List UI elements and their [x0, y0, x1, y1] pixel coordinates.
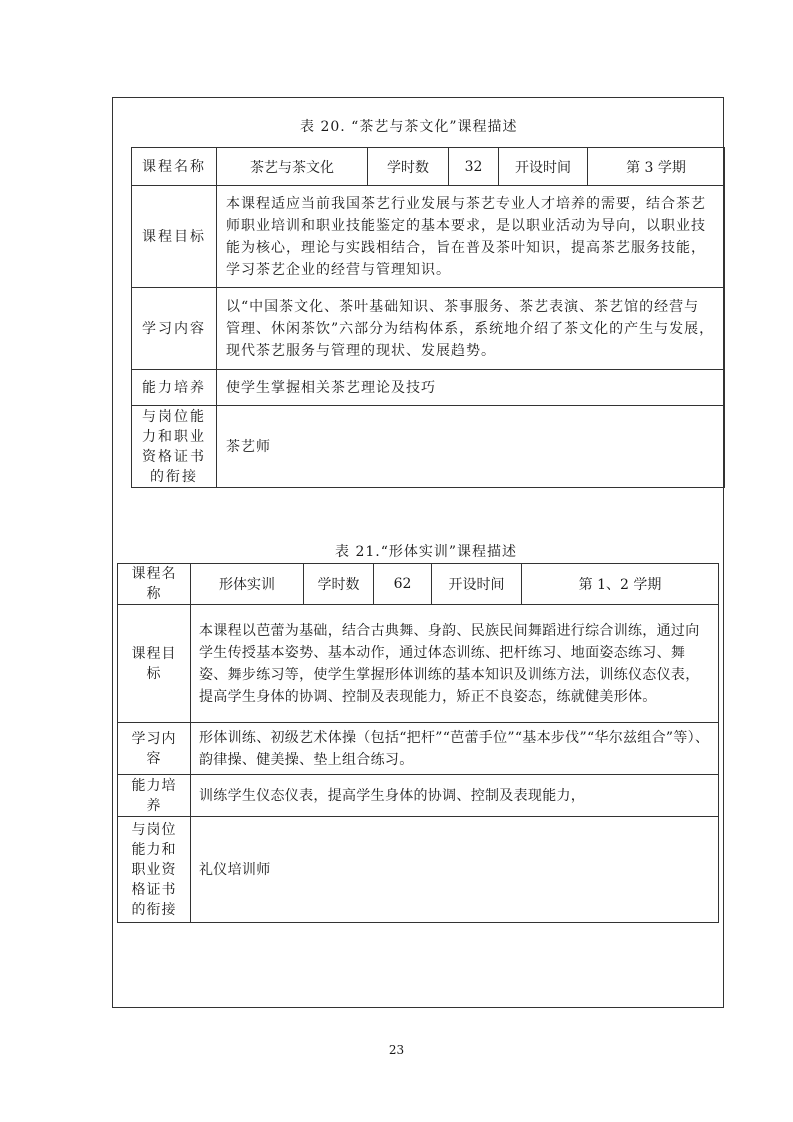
course-table-tea-art — [131, 147, 725, 488]
table21-caption: 表 21.“形体实训”课程描述 — [335, 544, 518, 560]
content-label-line: 学习内 — [131, 730, 177, 747]
content-label-line: 容 — [146, 750, 162, 767]
hours-label: 学时数 — [304, 564, 374, 605]
ability-value: 使学生掌握相关茶艺理论及技巧 — [217, 370, 725, 406]
cert-label-line: 的衔接 — [131, 901, 177, 918]
ability-label: 能力培养 — [132, 370, 217, 406]
cert-label — [132, 406, 217, 488]
cert-label-line: 职业资 — [131, 861, 177, 878]
table20-caption: 表 20. “茶艺与茶文化”课程描述 — [300, 119, 518, 135]
content-text: 形体训练、初级艺术体操（包括“把杆”“芭蕾手位”“基本步伐”“华尔兹组合”等）、韵律操、健美操、垫上组合练习。 — [191, 723, 719, 775]
content-line: 管理、休闲茶饮”六部分为结构体系，系统地介绍了茶文化的产生与发展， — [226, 320, 715, 337]
goal-label — [118, 605, 191, 723]
content-line: 现代茶艺服务与管理的现状、发展趋势。 — [226, 342, 496, 359]
course-name-value: 茶艺与茶文化 — [217, 148, 368, 186]
ability-label — [118, 775, 191, 817]
content-line: 以“中国茶文化、茶叶基础知识、茶事服务、茶艺表演、茶艺馆的经营与 — [226, 298, 700, 315]
goal-line: 师职业培训和职业技能鉴定的基本要求，是以职业活动为导向，以职业技 — [226, 217, 706, 234]
course-name-value: 形体实训 — [191, 564, 304, 605]
cert-label-line: 的衔接 — [150, 468, 198, 485]
cert-label-line: 能力和 — [131, 841, 177, 858]
goal-label: 课程目标 — [132, 186, 217, 288]
content-text — [217, 288, 725, 370]
term-value: 第 3 学期 — [588, 148, 725, 186]
cert-value: 礼仪培训师 — [191, 817, 719, 923]
cert-label-line: 格证书 — [131, 881, 177, 898]
goal-line: 本课程适应当前我国茶艺行业发展与茶艺专业人才培养的需要，结合茶艺 — [226, 195, 706, 212]
course-name-label-line: 课程名 — [131, 566, 177, 582]
cert-value: 茶艺师 — [217, 406, 725, 488]
page-number: 23 — [388, 1043, 405, 1057]
goal-text: 本课程以芭蕾为基础，结合古典舞、身韵、民族民间舞蹈进行综合训练，通过向学生传授基本姿势、基本动作，通过体态训练、把杆练习、地面姿态练习、舞姿、舞步练习等，使学生掌握形体训练的基本知识及训练方法，训练仪态仪表，提高学生身体的协调、控制及表现能力，矫正不良姿态，练就健美形体。 — [191, 605, 719, 723]
cert-label-line: 资格证书 — [142, 448, 206, 465]
goal-text — [217, 186, 725, 288]
course-table-body-training — [117, 563, 719, 923]
cert-label-line: 与岗位能 — [142, 408, 206, 425]
course-name-label: 课程名称 — [132, 148, 217, 186]
content-label: 学习内容 — [132, 288, 217, 370]
course-name-label-line: 称 — [146, 586, 162, 602]
ability-label-line: 养 — [146, 797, 162, 814]
ability-value: 训练学生仪态仪表，提高学生身体的协调、控制及表现能力， — [191, 775, 719, 817]
cert-label-line: 力和职业 — [142, 428, 206, 445]
goal-line: 学习茶艺企业的经营与管理知识。 — [226, 261, 451, 278]
term-label: 开设时间 — [432, 564, 522, 605]
hours-value: 62 — [374, 564, 432, 605]
term-value: 第 1、2 学期 — [522, 564, 719, 605]
content-label — [118, 723, 191, 775]
cert-label — [118, 817, 191, 923]
term-label: 开设时间 — [499, 148, 588, 186]
cert-label-line: 与岗位 — [131, 821, 177, 838]
course-name-label — [118, 564, 191, 605]
hours-value: 32 — [449, 148, 499, 186]
ability-label-line: 能力培 — [131, 777, 177, 794]
goal-line: 能为核心，理论与实践相结合，旨在普及茶叶知识，提高茶艺服务技能， — [226, 239, 706, 256]
goal-label-line: 标 — [146, 665, 162, 682]
hours-label: 学时数 — [368, 148, 449, 186]
goal-label-line: 课程目 — [131, 645, 177, 662]
